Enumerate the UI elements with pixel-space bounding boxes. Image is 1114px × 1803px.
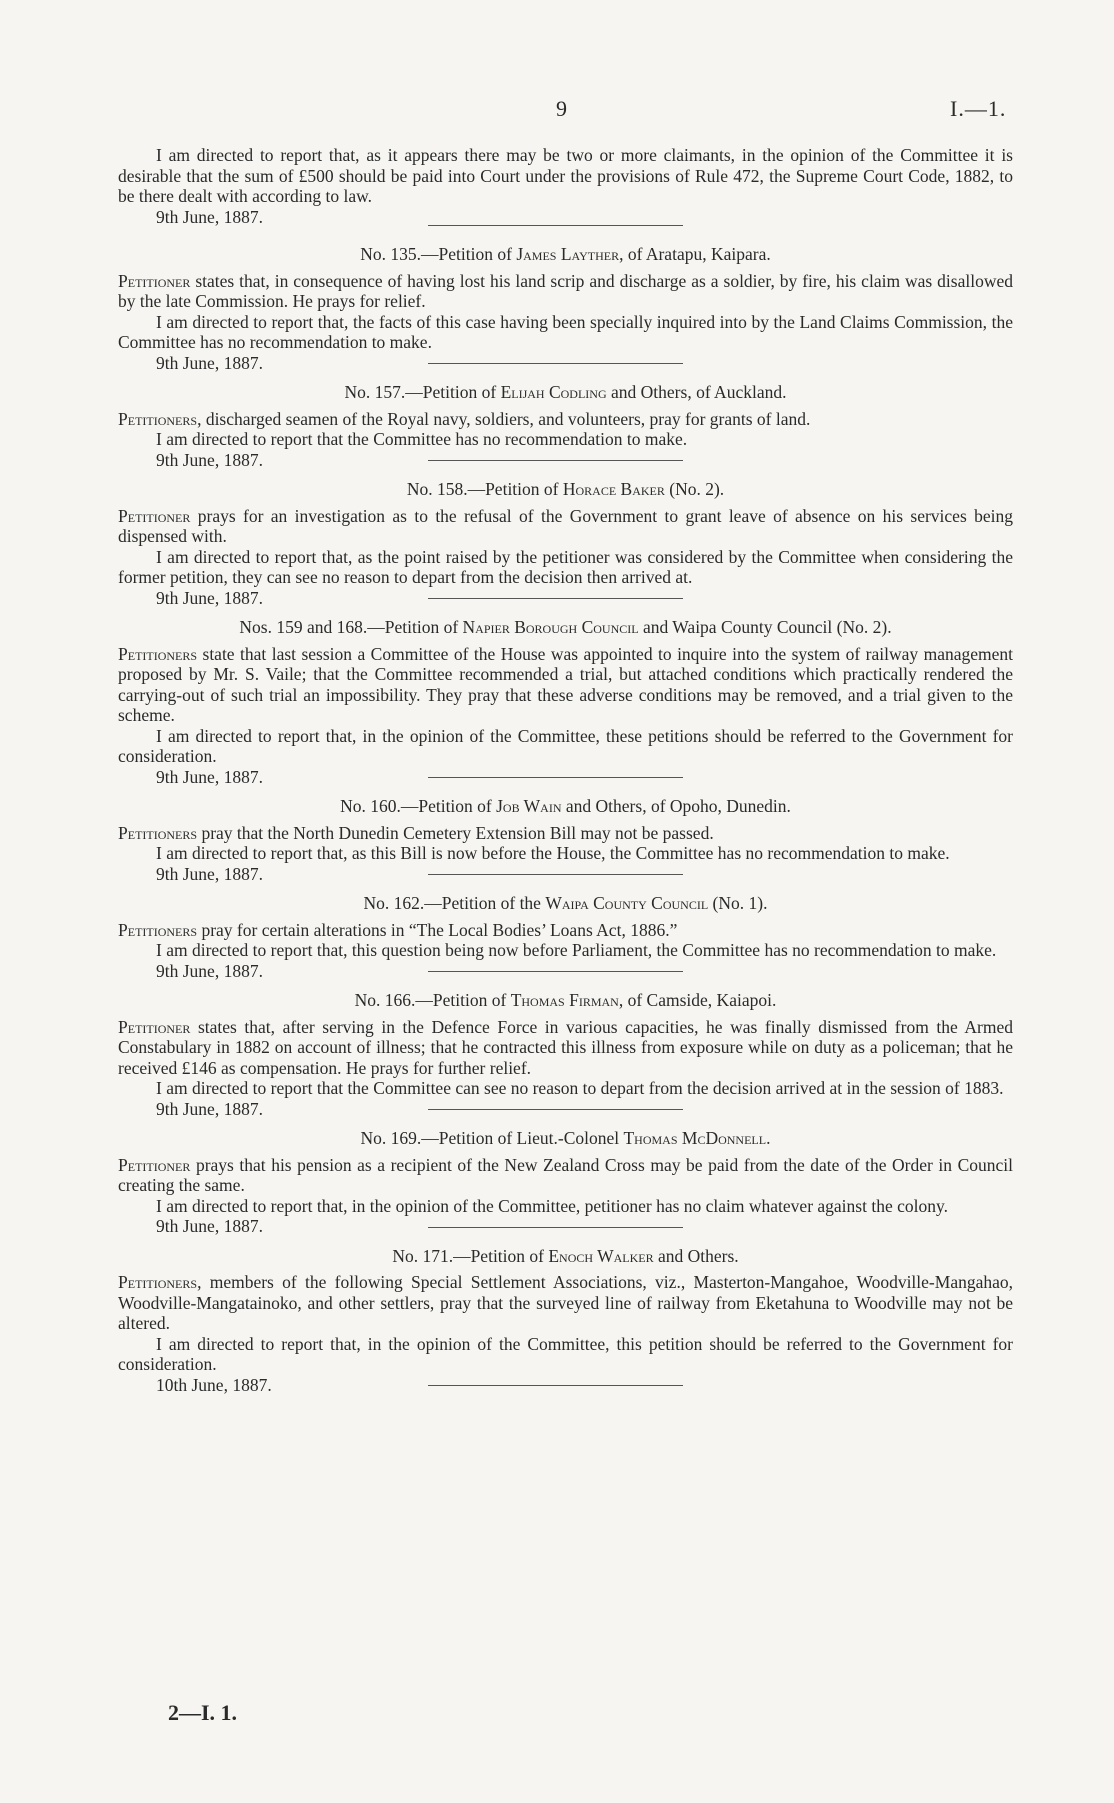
document-body	[118, 145, 1013, 1395]
statement-text: , members of the following Special Settlement Associations, viz., Masterton-Mangahoe, Woodville-Mangahao, Woodville-Mangatainoko, and other settlers, pray that the surveyed line of railway from Eketahuna to Woodville may not be altered.	[118, 1272, 1013, 1333]
petition-heading	[118, 479, 1013, 500]
heading-prefix: Nos. 159 and 168.—Petition of	[239, 617, 463, 637]
intro-date: 9th June, 1887.	[156, 206, 263, 227]
petitioner-name: Elijah Codling	[500, 382, 607, 402]
report-date: 9th June, 1887.	[156, 1216, 263, 1236]
petitioner-name: Waipa County Council	[545, 893, 709, 913]
petition-heading	[118, 382, 1013, 403]
report-date: 9th June, 1887.	[156, 863, 263, 884]
statement-text: pray for certain alterations in “The Local Bodies’ Loans Act, 1886.”	[197, 919, 678, 940]
petition-section	[118, 382, 1013, 470]
statement-text: states that, in consequence of having lost his land scrip and discharge as a soldier, by fire, his claim was disallowed by the late Commission. He prays for relief.	[118, 270, 1013, 311]
statement-lead: Petitioners	[118, 919, 198, 940]
petition-heading	[118, 1246, 1013, 1267]
heading-prefix: No. 171.—Petition of	[392, 1245, 549, 1266]
statement-text: state that last session a Committee of the House was appointed to inquire into the system of railway management proposed by Mr. S. Vaile; that the Committee recommended a trial, but attached conditions which practically rendered the carrying-out of such trial an impossibility. They pray that these adverse conditions may be removed, and a trial given to the scheme.	[118, 643, 1013, 725]
report-date: 9th June, 1887.	[156, 766, 263, 787]
statement-text: prays that his pension as a recipient of the New Zealand Cross may be paid from the date of the Order in Council creating the same.	[118, 1154, 1013, 1195]
petition-heading	[118, 1128, 1013, 1149]
intro-paragraph: I am directed to report that, as it appears there may be two or more claimants, in the opinion of the Committee it is desirable that the sum of £500 should be paid into Court under the provisions of Rule 472, the Supreme Court Code, 1882, to be there dealt with according to law.	[118, 145, 1013, 206]
petition-heading	[118, 244, 1013, 265]
statement-lead: Petitioners	[118, 643, 198, 664]
petition-section	[118, 796, 1013, 884]
petition-heading	[118, 990, 1013, 1011]
petition-section	[118, 244, 1013, 373]
petition-heading	[118, 893, 1013, 914]
heading-suffix: (No. 1).	[708, 893, 768, 913]
report-date: 9th June, 1887.	[156, 352, 263, 373]
heading-prefix: No. 135.—Petition of	[360, 244, 517, 264]
report-date: 9th June, 1887.	[156, 1098, 263, 1119]
petitioner-name: Thomas Firman	[510, 990, 619, 1010]
heading-prefix: No. 169.—Petition of Lieut.-Colonel	[360, 1128, 624, 1148]
heading-suffix: (No. 2).	[664, 479, 725, 499]
petitioner-name: Job Wain	[496, 796, 562, 816]
petition-section	[118, 1245, 1013, 1395]
heading-suffix: .	[766, 1128, 771, 1148]
heading-prefix: No. 162.—Petition of the	[363, 893, 546, 913]
petitioner-name: Napier Borough Council	[462, 617, 639, 637]
committee-report: I am directed to report that, in the opinion of the Committee, this petition should be referred to the Government for consideration.	[118, 1333, 1013, 1374]
statement-lead: Petitioner	[118, 505, 191, 526]
petition-statement	[118, 823, 1013, 844]
heading-prefix: No. 160.—Petition of	[340, 796, 497, 816]
heading-suffix: and Others, of Auckland.	[606, 382, 787, 402]
heading-suffix: , of Aratapu, Kaipara.	[619, 244, 771, 264]
page-number: 9	[556, 96, 567, 121]
statement-text: pray that the North Dunedin Cemetery Extension Bill may not be passed.	[197, 822, 714, 843]
committee-report: I am directed to report that, as the point raised by the petitioner was considered by the Committee when considering the former petition, they can see no reason to depart from the decision then arrived at.	[118, 546, 1013, 587]
petition-heading	[118, 617, 1013, 638]
petition-statement	[118, 506, 1013, 547]
statement-text: , discharged seamen of the Royal navy, soldiers, and volunteers, pray for grants of land.	[197, 408, 811, 429]
committee-report: I am directed to report that, as this Bill is now before the House, the Committee has no recommendation to make.	[156, 843, 950, 863]
report-date: 10th June, 1887.	[156, 1374, 272, 1395]
document-reference: I.—1.	[950, 96, 1007, 121]
petition-section	[118, 893, 1013, 981]
committee-report: I am directed to report that, this question being now before Parliament, the Committee has no recommendation to make.	[156, 940, 997, 960]
petition-section	[118, 1128, 1013, 1236]
report-date: 9th June, 1887.	[156, 449, 263, 470]
petitioner-name: Horace Baker	[562, 479, 665, 499]
petition-statement	[118, 1155, 1013, 1196]
heading-suffix: and Others.	[653, 1245, 739, 1266]
heading-prefix: No. 157.—Petition of	[344, 382, 501, 402]
committee-report: I am directed to report that, in the opinion of the Committee, petitioner has no claim whatever against the colony.	[156, 1195, 948, 1216]
report-date: 9th June, 1887.	[156, 960, 263, 981]
committee-report: I am directed to report that the Committee can see no reason to depart from the decision arrived at in the session of 1883.	[156, 1078, 1004, 1098]
petition-statement	[118, 920, 1013, 941]
petition-statement	[118, 1272, 1013, 1334]
petition-section	[118, 990, 1013, 1119]
petitioner-name: Thomas McDonnell	[623, 1128, 767, 1148]
committee-report: I am directed to report that, in the opinion of the Committee, these petitions should be referred to the Government for consideration.	[118, 725, 1013, 766]
statement-lead: Petitioner	[118, 270, 191, 291]
heading-suffix: and Others, of Opoho, Dunedin.	[561, 796, 791, 816]
committee-report: I am directed to report that the Committee has no recommendation to make.	[156, 429, 688, 449]
statement-text: states that, after serving in the Defence Force in various capacities, he was finally dismissed from the Armed Constabulary in 1882 on account of illness; that he contracted this illness from exposure while on duty as a policeman; that he received £146 as compensation. He prays for further relief.	[118, 1016, 1013, 1078]
report-date: 9th June, 1887.	[156, 587, 263, 608]
statement-text: prays for an investigation as to the refusal of the Government to grant leave of absence on his services being dispensed with.	[118, 505, 1013, 546]
petitioner-name: James Layther	[516, 244, 620, 264]
signature-reference: 2—I. 1.	[168, 1700, 238, 1725]
statement-lead: Petitioners	[118, 1272, 198, 1292]
petition-section	[118, 617, 1013, 787]
petition-statement	[118, 409, 1013, 430]
petition-heading	[118, 796, 1013, 817]
statement-lead: Petitioners	[118, 408, 198, 429]
petition-statement	[118, 271, 1013, 312]
petition-statement	[118, 644, 1013, 726]
petition-list	[118, 244, 1013, 1395]
statement-lead: Petitioner	[118, 1016, 191, 1037]
heading-suffix: and Waipa County Council (No. 2).	[638, 617, 892, 637]
petition-section	[118, 479, 1013, 608]
petitioner-name: Enoch Walker	[548, 1245, 654, 1266]
heading-suffix: , of Camside, Kaiapoi.	[618, 990, 777, 1010]
heading-prefix: No. 158.—Petition of	[406, 479, 563, 499]
statement-lead: Petitioner	[118, 1154, 191, 1175]
statement-lead: Petitioners	[118, 822, 198, 843]
petition-statement	[118, 1017, 1013, 1079]
heading-prefix: No. 166.—Petition of	[354, 990, 511, 1010]
committee-report: I am directed to report that, the facts of this case having been specially inquired into by the Land Claims Commission, the Committee has no recommendation to make.	[118, 311, 1013, 352]
